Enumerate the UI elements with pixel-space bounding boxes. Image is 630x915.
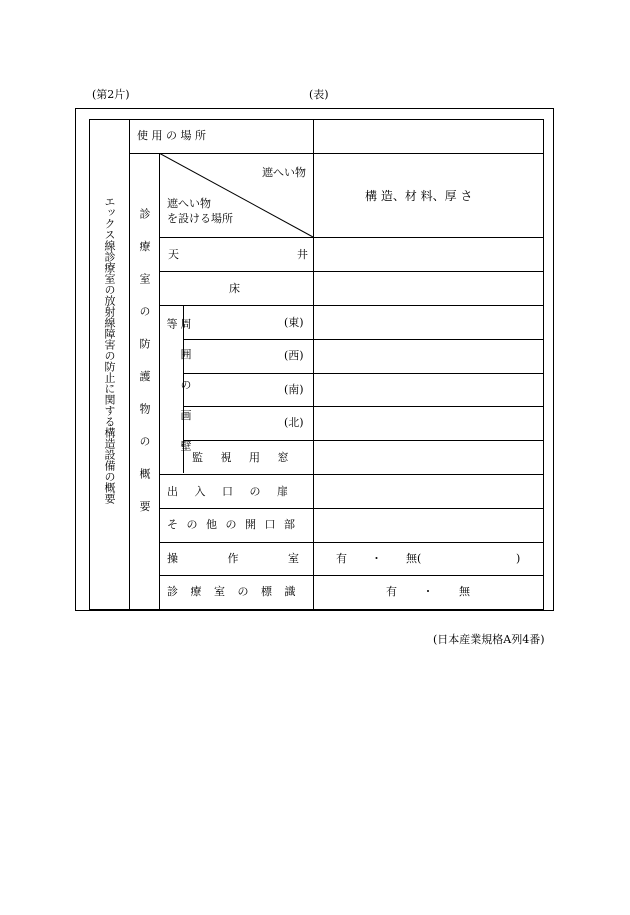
wall-east: (東): [284, 316, 304, 329]
operation-dot: ・: [371, 552, 382, 565]
row-line-12: [159, 575, 543, 576]
floor-label: 床: [229, 282, 240, 295]
other-openings-label: そ の 他 の 開 口 部: [167, 518, 295, 531]
table-top-line: [89, 119, 544, 120]
room-sign-value: 有 ・ 無: [386, 585, 470, 598]
monitor-window-label: 監 視 用 窓: [192, 451, 289, 464]
place-label-2: を設ける場所: [167, 212, 233, 225]
row-line-10: [159, 508, 543, 509]
table-bottom-line: [89, 609, 544, 610]
ceiling-right: 井: [297, 248, 308, 261]
place-label-1: 遮へい物: [167, 197, 211, 210]
row-line-4: [159, 305, 543, 306]
usage-place-label: [137, 129, 307, 143]
row-line-11: [159, 542, 543, 543]
wall-west: (西): [284, 349, 304, 362]
wall-south: (南): [284, 383, 304, 396]
usage-place-text: 使 用 の 場 所: [137, 129, 206, 142]
row-line-5: [183, 339, 543, 340]
walls-group-label: 周 囲 の 画 壁 等: [165, 318, 192, 459]
ceiling-left: 天: [168, 248, 179, 261]
sheet-number: (第2片): [92, 88, 130, 101]
room-protection-label: 診 療 室 の 防 護 物 の 概 要: [138, 208, 151, 521]
shield-label: 遮へい物: [262, 166, 306, 179]
row-line-9: [159, 474, 543, 475]
row-line-8: [183, 440, 543, 441]
entrance-door-label: 出 入 口 の 扉: [167, 485, 288, 498]
table-left-line: [89, 119, 90, 609]
row-line-6: [183, 373, 543, 374]
row-line-7: [183, 406, 543, 407]
form-title: エックス線診療室の放射線障害の防止に関する構造設備の概要: [103, 196, 116, 504]
operation-no: 無(: [406, 552, 422, 565]
operation-close: ): [516, 552, 521, 565]
paper-size-note: (日本産業規格A列4番): [433, 633, 545, 646]
operation-room-label: 操 作 室: [167, 552, 299, 565]
operation-yes: 有: [336, 552, 347, 565]
col-line-title: [129, 119, 130, 609]
table-right-line: [543, 119, 544, 609]
sheet-side: (表): [309, 88, 329, 101]
row-line-3: [159, 271, 543, 272]
room-sign-label: 診 療 室 の 標 識: [167, 585, 296, 598]
wall-north: (北): [284, 416, 304, 429]
structure-header: 構 造、材 料、厚 さ: [365, 189, 473, 203]
